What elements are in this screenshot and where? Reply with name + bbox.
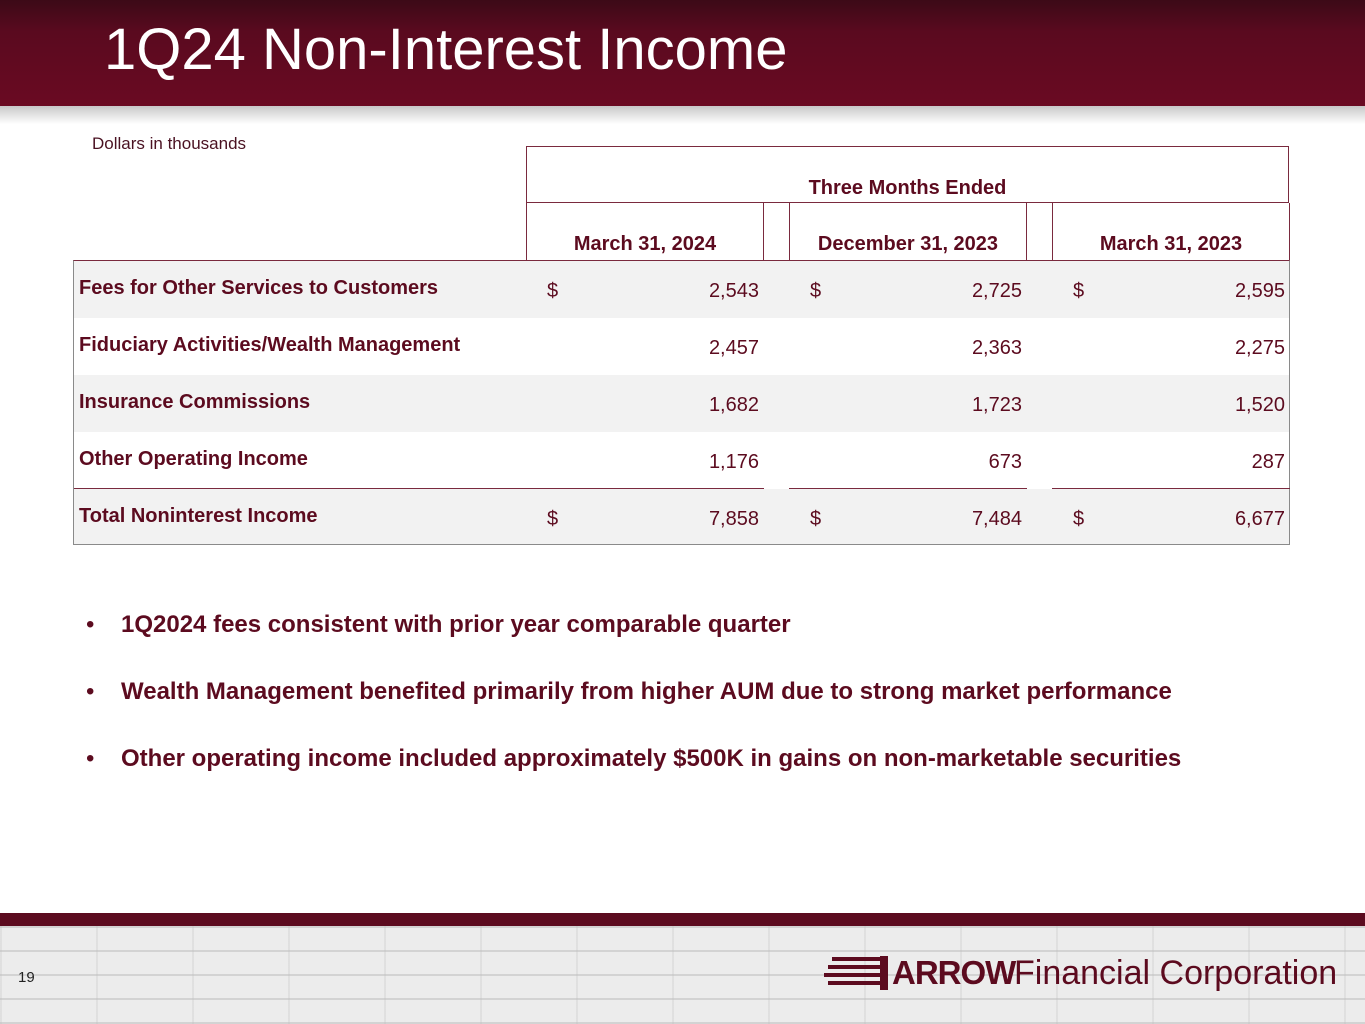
units-note: Dollars in thousands [92, 134, 247, 153]
row-label: Fiduciary Activities/Wealth Management [79, 334, 461, 356]
currency-symbol: $ [810, 280, 822, 302]
row-label: Total Noninterest Income [79, 505, 318, 527]
column-header-label: March 31, 2024 [573, 233, 717, 255]
logo-brand: ARROW [892, 954, 1016, 991]
table-row [74, 375, 1289, 432]
currency-symbol: $ [547, 508, 559, 530]
period-header: Three Months Ended [808, 177, 1007, 199]
table-row-total [74, 489, 1289, 544]
cell-value: 6,677 [1234, 508, 1285, 530]
column-header-label: December 31, 2023 [817, 233, 999, 255]
logo-text: Financial Corporation [1014, 954, 1338, 992]
currency-symbol: $ [547, 280, 559, 302]
bullet-text: Wealth Management benefited primarily from higher AUM due to strong market performance [121, 678, 1172, 705]
cell-value: 1,682 [708, 394, 759, 416]
income-table [73, 260, 1290, 545]
table-row [74, 318, 1289, 375]
cell-value: 1,176 [708, 451, 759, 473]
bullet-icon: • [86, 745, 95, 772]
column-header-dec-2023 [789, 203, 1027, 261]
page-title: 1Q24 Non-Interest Income [104, 17, 788, 82]
company-logo [824, 954, 1354, 996]
cell-value: 2,725 [971, 280, 1022, 302]
currency-symbol: $ [1073, 508, 1085, 530]
currency-symbol: $ [810, 508, 822, 530]
row-label: Other Operating Income [79, 448, 308, 470]
cell-value: 1,723 [971, 394, 1022, 416]
bullet-text: 1Q2024 fees consistent with prior year comparable quarter [121, 611, 791, 638]
row-label: Fees for Other Services to Customers [79, 277, 439, 299]
table-row [74, 432, 1289, 489]
table-row [74, 261, 1289, 318]
bullet-icon: • [86, 678, 95, 705]
cell-value: 2,363 [971, 337, 1022, 359]
column-header-mar-2023 [1052, 203, 1290, 261]
cell-value: 1,520 [1234, 394, 1285, 416]
bullet-icon: • [86, 611, 95, 638]
cell-value: 2,595 [1234, 280, 1285, 302]
cell-value: 2,457 [708, 337, 759, 359]
cell-value: 673 [988, 451, 1022, 473]
column-header-label: March 31, 2023 [1099, 233, 1243, 255]
cell-value: 2,275 [1234, 337, 1285, 359]
bullet-text: Other operating income included approximately $500K in gains on non-marketable securities [121, 745, 1182, 772]
currency-symbol: $ [1073, 280, 1085, 302]
cell-value: 287 [1251, 451, 1285, 473]
cell-value: 7,484 [971, 508, 1022, 530]
arrow-logo-icon [824, 956, 888, 990]
column-header-mar-2024 [526, 203, 764, 261]
banner-shadow [0, 106, 1365, 124]
cell-value: 2,543 [708, 280, 759, 302]
row-label: Insurance Commissions [79, 391, 311, 413]
cell-value: 7,858 [708, 508, 759, 530]
page-number: 19 [18, 969, 35, 986]
footer-rule [0, 913, 1365, 926]
